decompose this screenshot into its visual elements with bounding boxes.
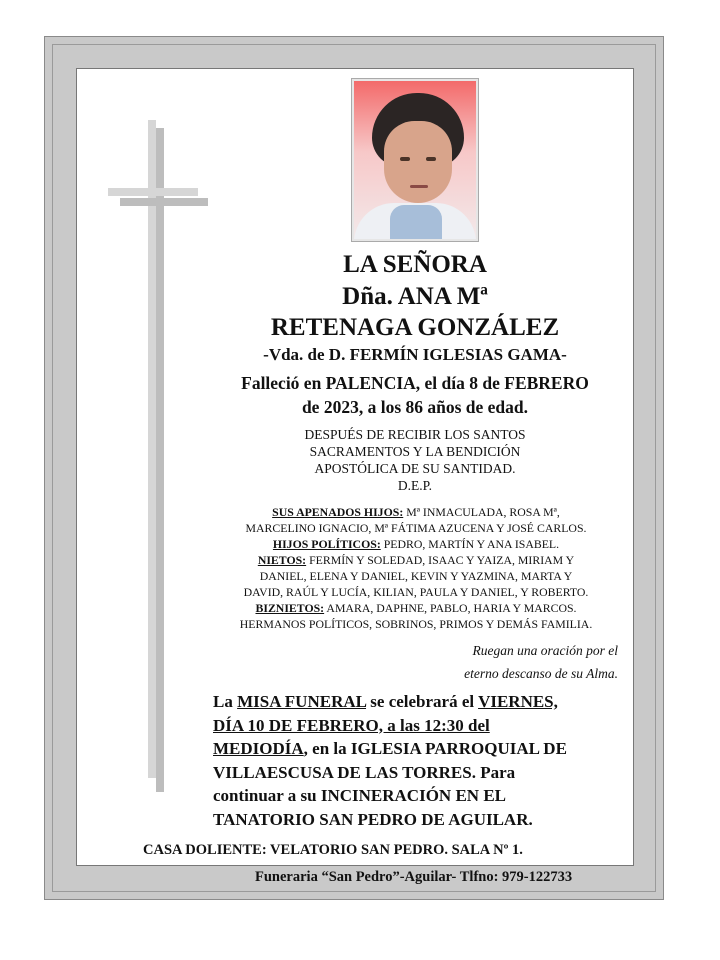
family-row: DANIEL, ELENA Y DANIEL, KEVIN Y YAZMINA, MARTA Y [259,569,573,583]
family-row: MARCELINO IGNACIO, Mª FÁTIMA AZUCENA Y JOSÉ CARLOS. [245,521,587,535]
hijos-names: Mª INMACULADA, ROSA Mª, [403,505,560,519]
portrait-mouth [410,185,428,188]
rip-line: D.E.P. [397,478,433,493]
prayer-line-1: Ruegan una oración por el [472,643,618,658]
hijos-label: SUS APENADOS HIJOS: [272,505,404,519]
funeral-line-6: TANATORIO SAN PEDRO DE AGUILAR. [213,809,533,829]
funeral-midday: MEDIODÍA [213,739,304,758]
funeral-day: VIERNES, [478,692,558,711]
biznietos-names: AMARA, DAPHNE, PABLO, HARIA Y MARCOS. [324,601,577,615]
portrait-photo [352,79,478,241]
cross-horizontal-shadow [120,198,208,206]
title-la-senora: LA SEÑORA [343,251,487,278]
widow-line: -Vda. de D. FERMÍN IGLESIAS GAMA- [263,345,567,364]
misa-funeral-label: MISA FUNERAL [237,692,367,711]
sacrament-line-3: APOSTÓLICA DE SU SANTIDAD. [314,461,516,476]
funeral-line-2 [213,714,621,738]
casa-doliente: CASA DOLIENTE: VELATORIO SAN PEDRO. SALA Nº 1. [143,842,523,858]
portrait-eye-right [426,157,436,161]
portrait-face [384,121,452,203]
biznietos-label: BIZNIETOS: [255,601,325,615]
family-row: DAVID, RAÚL Y LUCÍA, KILIAN, PAULA Y DANIEL, Y ROBERTO. [243,585,589,599]
portrait-shirt [390,205,442,241]
sacrament-line-1: DESPUÉS DE RECIBIR LOS SANTOS [304,427,526,442]
cross-vertical-light [148,120,156,778]
politicos-label: HIJOS POLÍTICOS: [272,537,381,551]
death-line-2: de 2023, a los 86 años de edad. [301,397,529,417]
sacrament-line-2: SACRAMENTOS Y LA BENDICIÓN [309,444,521,459]
funeral-line-3 [213,737,621,761]
family-list [214,504,618,632]
family-row [214,600,618,616]
prayer-request [390,639,618,685]
funeraria-contact: Funeraria “San Pedro”-Aguilar- Tlfno: 979-122733 [255,869,573,885]
family-row [214,552,618,568]
prayer-line-2: eterno descanso de su Alma. [464,666,618,681]
nietos-label: NIETOS: [257,553,307,567]
cross-vertical-shadow [156,128,164,792]
funeral-text: se celebrará el [366,692,479,711]
family-row [214,536,618,552]
funeral-line-4: VILLAESCUSA DE LAS TORRES. Para [213,762,516,782]
portrait-eye-left [400,157,410,161]
family-row [214,504,618,520]
deceased-surnames: RETENAGA GONZÁLEZ [270,314,560,341]
death-line-1: Falleció en PALENCIA, el día 8 de FEBRERO [241,373,589,393]
funeral-text: La [213,692,238,711]
politicos-names: PEDRO, MARTÍN Y ANA ISABEL. [380,537,560,551]
funeral-details [213,690,621,831]
cross-horizontal-light [108,188,198,196]
deceased-first-name: Dña. ANA Mª [342,283,488,310]
family-row: HERMANOS POLÍTICOS, SOBRINOS, PRIMOS Y DEMÁS FAMILIA. [239,617,593,631]
nietos-names: FERMÍN Y SOLEDAD, ISAAC Y YAIZA, MIRIAM Y [306,553,575,567]
funeral-text: , en la IGLESIA PARROQUIAL DE [303,739,567,758]
funeral-line-5: continuar a su INCINERACIÓN EN EL [213,786,506,805]
funeral-date-time: DÍA 10 DE FEBRERO, a las 12:30 del [213,715,490,735]
funeral-line-1 [213,690,621,714]
